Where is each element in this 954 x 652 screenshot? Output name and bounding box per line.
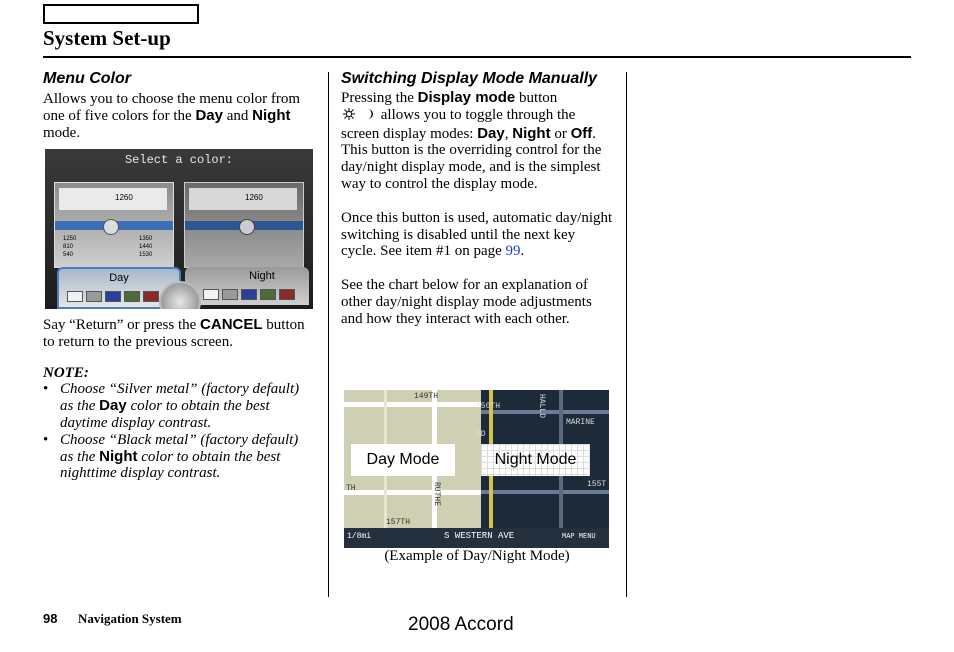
screen-title: Select a color: [124,153,234,167]
day-keyword: Day [195,106,223,124]
color-swatch[interactable] [86,291,102,302]
street-label: RUTHE [432,482,441,507]
day-road [344,490,481,495]
night-keyword: Night [252,106,291,124]
day-preview-value: 1260 [115,193,133,202]
display-mode-section [341,68,613,328]
street-label: TH [346,484,356,493]
day-swatches [67,291,159,302]
current-street: S WESTERN AVE [444,531,515,541]
night-preview-knob [239,219,255,235]
street-label: MARINE [566,418,595,427]
page-99-link[interactable]: 99 [505,243,521,260]
value-label: 1250 [63,236,77,242]
header-tab-box [43,4,199,24]
p1-text: allows you to toggle through the screen display modes: [341,106,576,142]
color-swatch[interactable] [279,289,295,300]
street-label: 155T [587,480,607,489]
color-swatch[interactable] [124,291,140,302]
note-text: color to obtain the best nighttime display contrast. [60,448,281,482]
note-text: Choose “Black metal” (factory default) as the [60,431,299,465]
page-title: System Set-up [43,26,171,50]
return-instructions [43,317,313,351]
color-swatch[interactable] [203,289,219,300]
p2-text: Once this button is used, automatic day/night switching is disabled until the next key cycle. See item #1 on page [341,209,613,260]
street-label: 157TH [386,518,411,527]
say-text-2: button to return to the previous screen. [43,317,305,350]
day-preview-values-right [139,235,152,259]
menu-color-heading: Menu Color [43,70,131,87]
night-road [481,490,609,494]
value-label: 810 [63,244,74,250]
color-swatch[interactable] [67,291,83,302]
day-night-map-image [344,390,609,548]
day-preview-knob [103,219,119,235]
day-preview-display [59,188,167,210]
night-swatches [203,289,295,300]
column-divider-left [328,72,329,597]
or-text: or [550,125,571,142]
say-text-1: Say “Return” or press the [43,317,201,333]
map-scale: 1/8mi [347,532,372,541]
street-label: HALLD [537,394,546,419]
display-mode-p3: See the chart below for an explanation of other day/night display mode adjustments and how they interact with each other. [341,277,592,327]
footer-model: 2008 Accord [408,614,514,635]
intro-text-2: mode. [43,124,81,141]
p1-text: . This button is the overriding control for the day/night display mode, and is the simplest way to control the display mode. [341,125,602,192]
off-keyword: Off [570,124,593,142]
footer-section-name: Navigation System [78,611,182,626]
menu-color-section [43,68,313,141]
display-mode-p2 [341,210,613,260]
column-divider-right [626,72,627,597]
comma-text: , [504,125,513,142]
day-mode-label: Day Mode [351,444,455,476]
street-label: 150TH [476,402,501,411]
intro-text-1: Allows you to choose the menu color from one of five colors for the [43,91,301,124]
note-list [43,381,313,482]
note-text: Choose “Silver metal” (factory default) as the [60,381,300,415]
menu-color-intro [43,91,313,141]
p1-text: Pressing the [341,90,418,106]
display-mode-heading: Switching Display Mode Manually [341,70,598,87]
night-preview-panel [184,182,304,268]
night-preview-value: 1260 [245,193,263,202]
display-mode-keyword: Display mode [417,89,516,106]
day-night-toggle-icon [341,107,377,126]
night-keyword: Night [99,447,138,465]
day-keyword: Day [477,124,505,142]
map-caption: (Example of Day/Night Mode) [384,548,570,564]
color-swatch[interactable] [260,289,276,300]
cancel-keyword: CANCEL [200,316,263,333]
value-label: 1440 [139,244,153,250]
select-color-screen [45,149,313,309]
night-keyword: Night [512,124,551,142]
note-title: NOTE: [43,364,89,381]
display-mode-p1 [341,90,613,193]
p1-text: button [515,90,558,106]
night-tab[interactable] [185,267,309,305]
night-mode-label: Night Mode [481,444,590,476]
color-swatch[interactable] [105,291,121,302]
day-tab-label: Day [109,272,129,284]
night-tab-label: Night [249,270,275,282]
night-preview-display [189,188,297,210]
value-label: 540 [63,252,74,258]
day-keyword: Day [99,397,127,415]
and-text: and [222,107,253,124]
day-preview-panel [54,182,174,268]
map-menu-button[interactable]: MAP MENU [562,533,596,541]
color-swatch[interactable] [222,289,238,300]
note-text: color to obtain the best daytime display contrast. [60,398,270,431]
day-preview-values-left [63,235,76,259]
street-label: ND [476,430,486,439]
color-swatch[interactable] [143,291,159,302]
street-label: 149TH [414,392,439,401]
note-item [43,432,313,482]
note-item [43,381,313,431]
menu-color-text-2 [43,317,313,482]
color-swatch[interactable] [241,289,257,300]
title-rule [43,56,911,58]
day-road [344,402,481,407]
map-status-bar [344,528,609,548]
p2-text: . [520,243,525,260]
page-number: 98 [43,611,58,626]
value-label: 1350 [139,236,153,242]
value-label: 1530 [139,252,153,258]
